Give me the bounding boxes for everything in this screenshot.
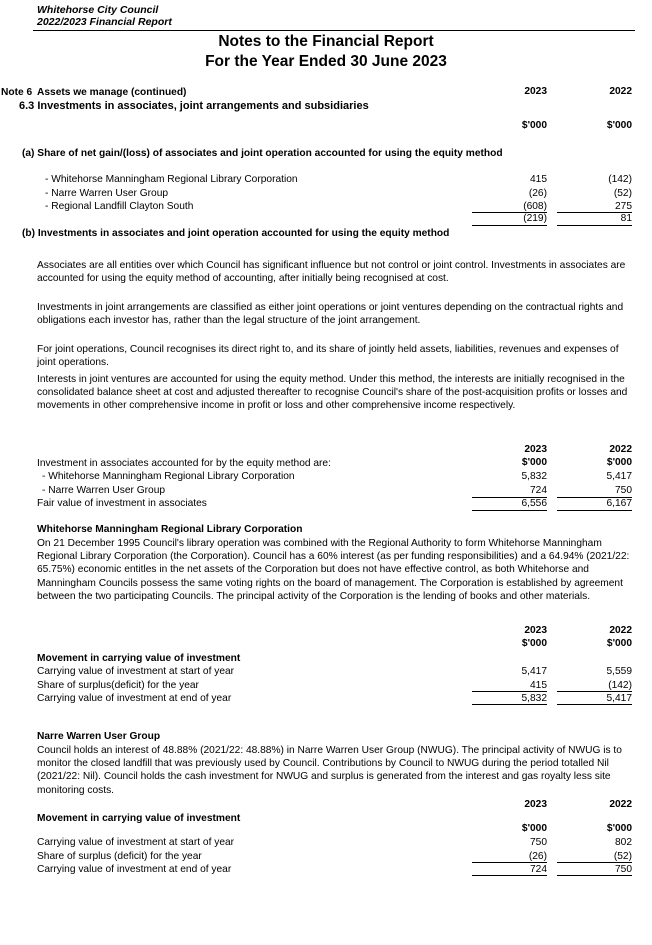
- row-value-2023: 5,417: [521, 666, 547, 677]
- investment-col-2022: 2022: [609, 444, 632, 455]
- fair-value-rule-2022: [557, 510, 632, 511]
- nwug-rule-2022: [557, 862, 632, 863]
- section-b-paragraph-2: Investments in joint arrangements are classified as either joint operations or joint ventures depending on the contractual rights and obligations each investor has, rather than the legal structure of the joint arrangement.: [37, 302, 624, 327]
- table-row: [0, 680, 652, 694]
- row-value-2023: (26): [528, 850, 547, 862]
- row-label: - Regional Landfill Clayton South: [45, 201, 194, 212]
- row-value-2022: 750: [615, 864, 632, 875]
- section-b-paragraph-3: For joint operations, Council recognises its direct right to, and its share of jointly held assets, liabilities, revenues and expenses of joint operations.: [37, 344, 619, 369]
- row-value-2023: (26): [528, 187, 547, 199]
- row-value-2022: 802: [615, 837, 632, 848]
- nwug-rule-2023: [472, 862, 547, 863]
- row-value-2023: 750: [530, 837, 547, 848]
- investment-col-2023: 2023: [524, 444, 547, 455]
- table-row: [0, 471, 652, 485]
- row-label: - Whitehorse Manningham Regional Library Corporation: [45, 174, 298, 185]
- council-name: Whitehorse City Council: [37, 4, 159, 16]
- fair-value-2023: 6,556: [521, 498, 547, 509]
- library-rule-2022: [557, 691, 632, 692]
- investment-unit-2022: $'000: [606, 457, 632, 468]
- fair-value-2022: 6,167: [606, 498, 632, 509]
- section-a-total-rule-2023: [472, 225, 547, 226]
- row-value-2022: 750: [615, 484, 632, 496]
- col-header-2022: 2022: [609, 86, 632, 97]
- library-unit-2022: $'000: [606, 638, 632, 649]
- section-b-heading: (b) Investments in associates and joint operation accounted for using the equity method: [22, 228, 450, 239]
- unit-2023: $'000: [521, 120, 547, 131]
- row-label: Share of surplus (deficit) for the year: [37, 850, 202, 862]
- row-label: Share of surplus(deficit) for the year: [37, 679, 199, 691]
- row-label: Carrying value of investment at start of year: [37, 837, 235, 848]
- table-row: [0, 693, 652, 707]
- col-header-2023: 2023: [524, 86, 547, 97]
- nwug-unit-2022: $'000: [606, 823, 632, 834]
- report-name: 2022/2023 Financial Report: [37, 16, 172, 28]
- library-col-2022: 2022: [609, 625, 632, 636]
- row-value-2022: 5,417: [606, 693, 632, 704]
- table-row: [0, 837, 652, 851]
- table-row: [0, 666, 652, 680]
- nwug-col-2023: 2023: [524, 799, 547, 810]
- nwug-col-2022: 2022: [609, 799, 632, 810]
- row-value-2022: 5,559: [606, 666, 632, 677]
- row-label: Carrying value of investment at end of year: [37, 864, 232, 875]
- row-value-2022: 5,417: [606, 471, 632, 482]
- table-row: [0, 201, 652, 215]
- library-total-rule-2022: [557, 704, 632, 705]
- library-movement-heading: Movement in carrying value of investment: [37, 653, 241, 664]
- row-label: Carrying value of investment at start of year: [37, 666, 235, 677]
- table-row: [0, 174, 652, 188]
- row-label: Carrying value of investment at end of year: [37, 693, 232, 704]
- table-row: [0, 485, 652, 499]
- note-heading: Assets we manage (continued): [37, 87, 187, 98]
- row-value-2023: 5,832: [521, 693, 547, 704]
- library-total-rule-2023: [472, 704, 547, 705]
- row-value-2023: 724: [530, 864, 547, 875]
- row-value-2023: (608): [523, 201, 547, 212]
- row-label: - Whitehorse Manningham Regional Library Corporation: [42, 471, 295, 482]
- nwug-total-rule-2022: [557, 875, 632, 876]
- section-b-paragraph-1: Associates are all entities over which Council has significant influence but not control or joint control. Investments in associates are accounted for using the equity method of accounting, after initially being recognised at cost.: [37, 260, 626, 285]
- row-value-2023: 415: [530, 174, 547, 185]
- row-value-2023: 5,832: [521, 471, 547, 482]
- library-heading: Whitehorse Manningham Regional Library Corporation: [37, 524, 303, 535]
- page-subtitle: For the Year Ended 30 June 2023: [205, 53, 447, 70]
- library-rule-2023: [472, 691, 547, 692]
- row-value-2023: 415: [530, 679, 547, 691]
- row-label: - Narre Warren User Group: [45, 187, 169, 199]
- investment-unit-2023: $'000: [521, 457, 547, 468]
- fair-value-rule-2023: [472, 510, 547, 511]
- section-a-total-2023: (219): [523, 213, 547, 224]
- nwug-paragraph: Council holds an interest of 48.88% (2021/22: 48.88%) in Narre Warren User Group (NWUG). The principal activity of NWUG is to monitor the closed landfill that was previously used by Council. Contributions by Council to NWUG during the period totalled Nil (2021/22: Nil). Council holds the cash investment for NWUG and surplus is generated from the interest and gas royalty less site monitoring costs.: [37, 745, 622, 796]
- row-value-2022: (52): [613, 187, 632, 199]
- table-row: [0, 864, 652, 878]
- nwug-heading: Narre Warren User Group: [37, 731, 161, 742]
- nwug-movement-heading: Movement in carrying value of investment: [37, 813, 241, 824]
- row-value-2022: (52): [613, 850, 632, 862]
- table-row: [0, 188, 652, 202]
- row-label: - Narre Warren User Group: [42, 484, 166, 496]
- header-rule: [33, 30, 635, 31]
- unit-2022: $'000: [606, 120, 632, 131]
- section-b-paragraph-4: Interests in joint ventures are accounted for using the equity method. Under this method, the interests are initially recognised in the consolidated balance sheet at cost and adjusted thereafter to recognise Council's share of the post-acquisition profits or losses and movements in other comprehensive income in profit or loss and other comprehensive income respectively.: [37, 374, 628, 412]
- section-a-total-rule-2022: [557, 225, 632, 226]
- table-row: [0, 851, 652, 865]
- section-a-heading: (a) Share of net gain/(loss) of associates and joint operation accounted for using the equity method: [22, 148, 503, 159]
- investment-intro: Investment in associates accounted for by the equity method are:: [37, 458, 331, 469]
- library-unit-2023: $'000: [521, 638, 547, 649]
- library-paragraph: On 21 December 1995 Council's library operation was combined with the Regional Authority to form Whitehorse Manningham Regional Library Corporation (the Corporation). Council has a 60% interest (as per funding responsibilities) and a 64.94% (2021/22: 65.75%) economic entitles in the net assets of the Corporation but does not have effective control, as both Whitehorse and Manningham Councils possess the same voting rights on the board of management. The Corporation is established by agreement between the two participating Councils. The principal activity of the Corporation is the lending of books and other materials.: [37, 538, 630, 602]
- library-col-2023: 2023: [524, 625, 547, 636]
- row-value-2022: (142): [608, 679, 632, 691]
- fair-value-label: Fair value of investment in associates: [37, 498, 207, 509]
- nwug-unit-2023: $'000: [521, 823, 547, 834]
- note-number: Note 6: [1, 87, 33, 98]
- row-value-2022: 275: [615, 201, 632, 212]
- section-a-total-2022: 81: [620, 213, 632, 224]
- row-value-2023: 724: [530, 484, 547, 496]
- nwug-total-rule-2023: [472, 875, 547, 876]
- page-title: Notes to the Financial Report: [218, 33, 434, 50]
- section-heading: 6.3 Investments in associates, joint arrangements and subsidiaries: [19, 100, 369, 112]
- row-value-2022: (142): [608, 174, 632, 185]
